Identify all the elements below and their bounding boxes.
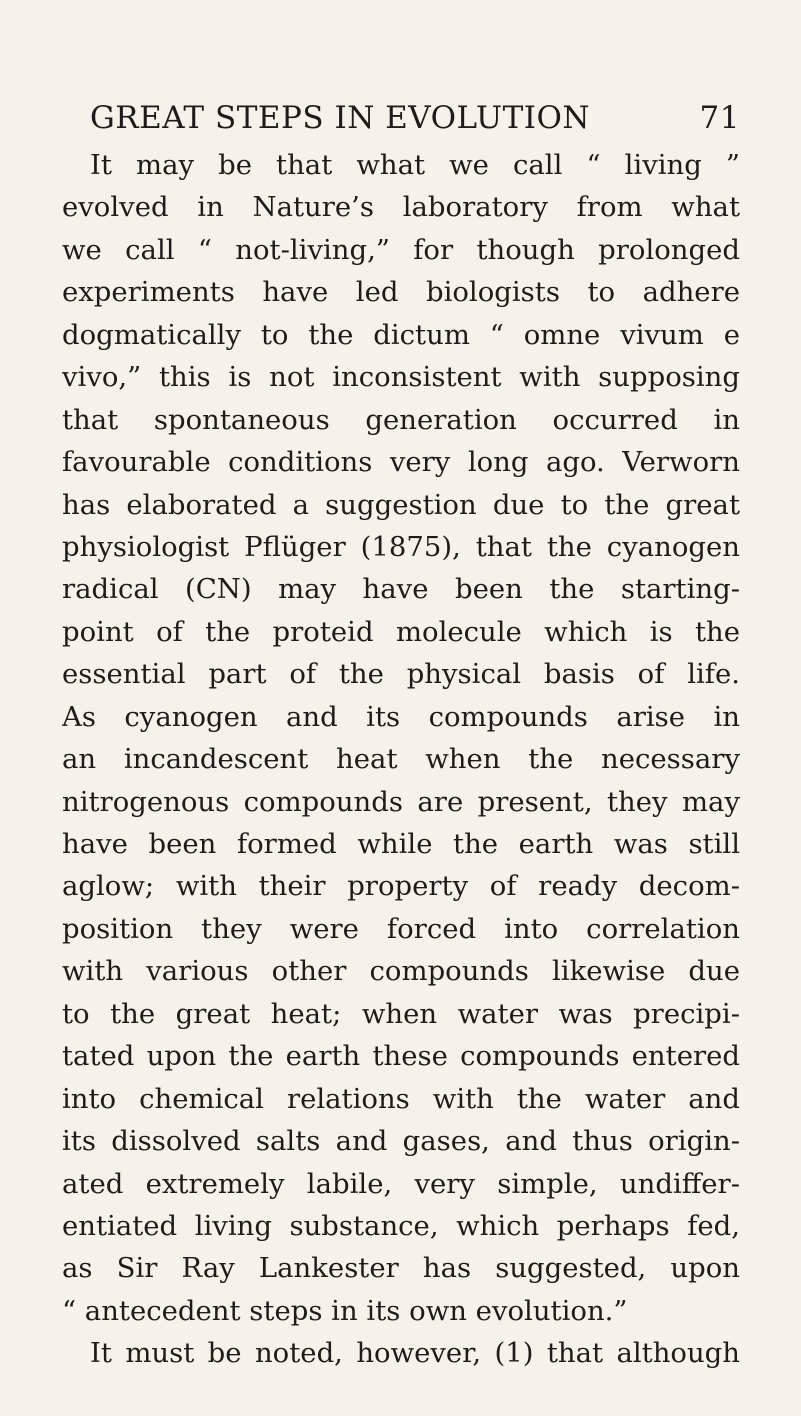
- text-line: radical (CN) may have been the starting-: [62, 573, 740, 606]
- text-line: essential part of the physical basis of life.: [62, 658, 740, 691]
- text-line: tated upon the earth these compounds entered: [62, 1040, 740, 1073]
- text-line: It must be noted, however, (1) that although: [90, 1337, 740, 1370]
- text-line: experiments have led biologists to adhere: [62, 276, 740, 309]
- text-line: entiated living substance, which perhaps fed,: [62, 1209, 740, 1242]
- text-line: position they were forced into correlation: [62, 912, 740, 945]
- text-line: that spontaneous generation occurred in: [62, 403, 740, 436]
- text-line: point of the proteid molecule which is the: [62, 615, 740, 648]
- page-number: 71: [699, 100, 740, 136]
- text-line: with various other compounds likewise due: [62, 955, 740, 988]
- text-line: ated extremely labile, very simple, undiffer-: [62, 1167, 740, 1200]
- running-head-title: GREAT STEPS IN EVOLUTION: [90, 100, 591, 136]
- text-line: we call “ not-living,” for though prolonged: [62, 233, 740, 266]
- body-text: [62, 144, 740, 1375]
- text-line: favourable conditions very long ago. Verworn: [62, 446, 740, 479]
- text-line: dogmatically to the dictum “ omne vivum e: [62, 318, 740, 351]
- text-line: evolved in Nature’s laboratory from what: [62, 191, 740, 224]
- text-line: aglow; with their property of ready decom-: [62, 870, 740, 903]
- text-line: its dissolved salts and gases, and thus origin-: [62, 1125, 740, 1158]
- text-line: as Sir Ray Lankester has suggested, upon: [62, 1252, 740, 1285]
- running-head: [90, 96, 740, 140]
- text-line: vivo,” this is not inconsistent with supposing: [62, 361, 740, 394]
- text-line: It may be that what we call “ living ”: [90, 149, 740, 181]
- text-line: an incandescent heat when the necessary: [62, 743, 740, 776]
- text-line: nitrogenous compounds are present, they may: [62, 785, 740, 818]
- text-line: physiologist Pflüger (1875), that the cyanogen: [62, 530, 740, 563]
- text-line: “ antecedent steps in its own evolution.”: [62, 1294, 628, 1327]
- text-line: As cyanogen and its compounds arise in: [62, 700, 740, 733]
- text-line: to the great heat; when water was precipi-: [62, 997, 740, 1030]
- text-line: into chemical relations with the water and: [62, 1082, 740, 1115]
- text-line: have been formed while the earth was still: [62, 828, 740, 860]
- text-line: has elaborated a suggestion due to the great: [62, 488, 740, 521]
